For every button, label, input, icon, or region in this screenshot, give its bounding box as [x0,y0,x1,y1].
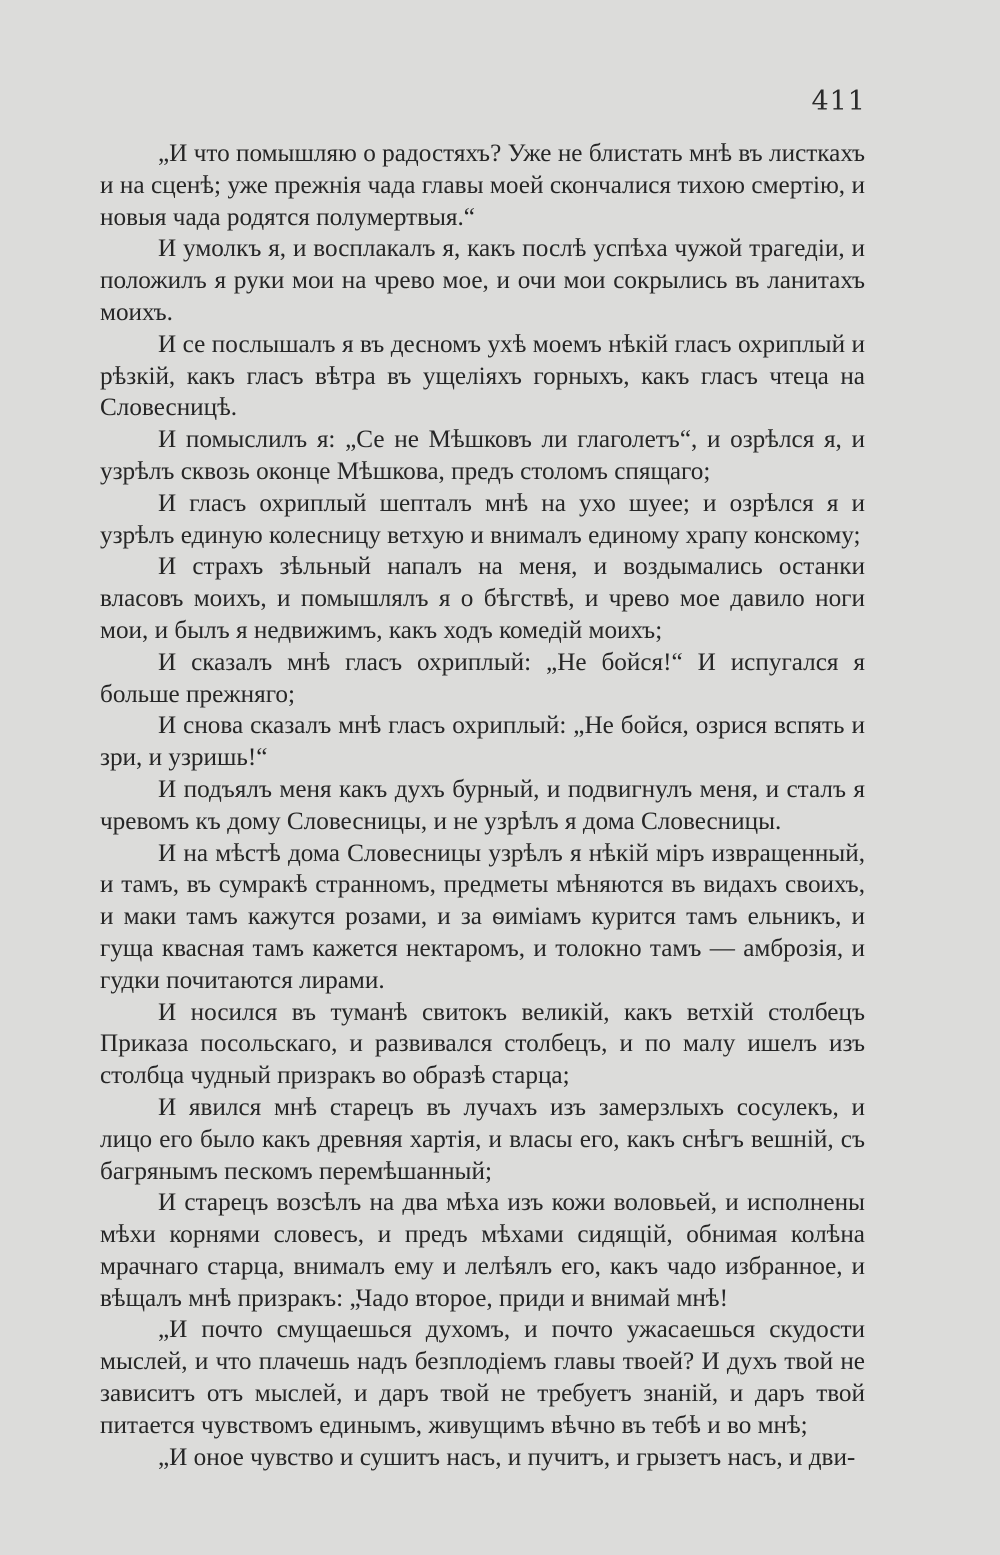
paragraph: И се послышалъ я въ десномъ ухѣ моемъ нѣкій гласъ охриплый и рѣзкій, какъ гласъ вѣтра въ ущеліяхъ горныхъ, какъ гласъ чтеца на Словесницѣ. [100,330,865,422]
paragraph: „И оное чувство и сушитъ насъ, и пучитъ, и грызетъ насъ, и дви- [158,1443,856,1471]
paragraph: И явился мнѣ старецъ въ лучахъ изъ замерзлыхъ сосулекъ, и лицо его было какъ древняя хартія, и власы его, какъ снѣгъ вешній, съ багрянымъ пескомъ перемѣшанный; [100,1093,865,1185]
paragraph: И подъялъ меня какъ духъ бурный, и подвигнулъ меня, и сталъ я чревомъ къ дому Словесницы, и не узрѣлъ я дома Словесницы. [100,775,865,835]
page-number: 411 [811,86,866,117]
paragraph: „И что помышляю о радостяхъ? Уже не блистать мнѣ въ листкахъ и на сценѣ; уже прежнія чада главы моей скончалися тихою смертію, и новыя чада родятся полумертвыя.“ [100,140,865,231]
paragraph: И снова сказалъ мнѣ гласъ охриплый: „Не бойся, озрися вспять и зри, и узришь!“ [100,712,865,772]
body-text [100,138,865,1473]
paragraph: „И почто смущаешься духомъ, и почто ужасаешься скудости мыслей, и что плачешь надъ безплодіемъ главы твоей? И духъ твой не зависитъ отъ мыслей, и даръ твой не требуетъ знаній, и даръ твой питается чувствомъ единымъ, живущимъ вѣчно въ тебѣ и во мнѣ; [100,1316,865,1439]
paragraph: И страхъ зѣльный напалъ на меня, и воздымались останки власовъ моихъ, и помышлялъ я о бѣгствѣ, и чрево мое давило ноги мои, и былъ я недвижимъ, какъ ходъ комедій моихъ; [100,553,865,644]
paragraph: И на мѣстѣ дома Словесницы узрѣлъ я нѣкій міръ извращенный, и тамъ, въ сумракѣ странномъ, предметы мѣняются въ видахъ своихъ, и маки тамъ кажутся розами, и за ѳиміамъ курится тамъ ельникъ, и гуща квасная тамъ кажется нектаромъ, и толокно тамъ — амброзія, и гудки почитаются лирами. [100,839,865,994]
paragraph: И сказалъ мнѣ гласъ охриплый: „Не бойся!“ И испугался я больше прежняго; [100,648,865,708]
paragraph: И старецъ возсѣлъ на два мѣха изъ кожи воловьей, и исполнены мѣхи корнями словесъ, и предъ мѣхами сидящій, обнимая колѣна мрачнаго старца, внималъ ему и лелѣялъ его, какъ чадо избранное, и вѣщалъ мнѣ призракъ: „Чадо второе, приди и внимай мнѣ! [100,1189,865,1312]
paragraph: И умолкъ я, и восплакалъ я, какъ послѣ успѣха чужой трагедіи, и положилъ я руки мои на чрево мое, и очи мои сокрылись въ ланитахъ моихъ. [100,235,865,326]
paragraph: И помыслилъ я: „Се не Мѣшковъ ли глаголетъ“, и озрѣлся я, и узрѣлъ сквозь оконце Мѣшкова, предъ столомъ спящаго; [100,426,865,485]
paragraph: И гласъ охриплый шепталъ мнѣ на ухо шуее; и озрѣлся я и узрѣлъ единую колесницу ветхую и внималъ единому храпу конскому; [100,489,865,549]
paragraph: И носился въ туманѣ свитокъ великій, какъ ветхій столбецъ Приказа посольскаго, и развивался столбецъ, и по малу ишелъ изъ столбца чудный призракъ во образѣ старца; [100,998,865,1090]
